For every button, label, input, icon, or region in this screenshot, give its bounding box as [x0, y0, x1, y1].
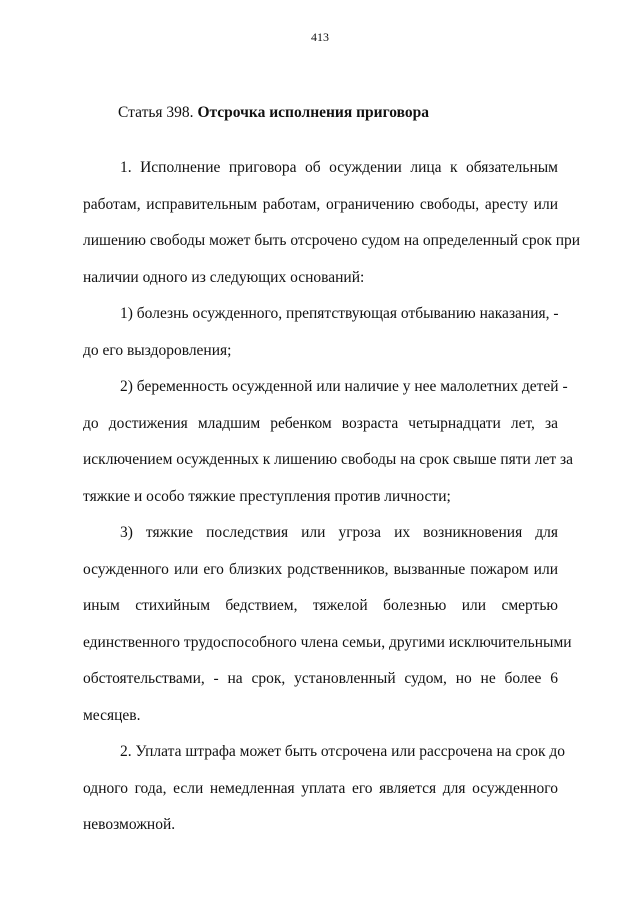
text-line — [83, 231, 581, 268]
article-title — [118, 103, 429, 123]
text-line — [83, 669, 558, 706]
text-line-content: до достижения младшим ребенком возраста четырнадцати лет, за — [83, 414, 558, 432]
text-line-content: 2) беременность осужденной или наличие у нее малолетних детей - — [120, 378, 568, 395]
text-line — [83, 779, 558, 816]
text-line — [83, 815, 558, 852]
text-line-content: обстоятельствами, - на срок, установленный судом, но не более 6 — [83, 670, 558, 687]
text-line — [83, 487, 558, 524]
text-line-content: 1) болезнь осужденного, препятствующая отбыванию наказания, - — [120, 305, 559, 322]
article-body — [83, 158, 581, 852]
text-line — [83, 560, 558, 597]
text-line-content: осужденного или его близких родственников, вызванные пожаром или — [83, 560, 558, 578]
page-number: 413 — [311, 30, 329, 44]
text-line — [83, 450, 573, 487]
text-line — [83, 523, 558, 560]
text-line — [83, 596, 558, 633]
text-line-content: одного года, если немедленная уплата его является для осужденного — [83, 779, 558, 797]
text-line-content: месяцев. — [83, 706, 141, 724]
article-name: Отсрочка исполнения приговора — [197, 104, 430, 121]
article-label: Статья 398. — [118, 104, 194, 121]
text-line — [83, 633, 572, 670]
text-line-content: 2. Уплата штрафа может быть отсрочена или рассрочена на срок до — [120, 743, 565, 760]
text-line-content: 1. Исполнение приговора об осуждении лица к обязательным — [120, 159, 558, 176]
text-line-content: иным стихийным бедствием, тяжелой болезнью или смертью — [83, 597, 558, 614]
text-line — [83, 341, 558, 378]
text-line — [83, 742, 565, 779]
text-line-content: тяжкие и особо тяжкие преступления против личности; — [83, 487, 451, 505]
text-line — [83, 706, 558, 743]
text-line-content: лишению свободы может быть отсрочено судом на определенный срок при — [83, 232, 581, 249]
text-line — [83, 304, 558, 341]
text-line-content: работам, исправительным работам, ограничению свободы, аресту или — [83, 195, 558, 213]
text-line-content: исключением осужденных к лишению свободы на срок свыше пяти лет за — [83, 451, 573, 468]
text-line — [83, 377, 568, 414]
text-line-content: единственного трудоспособного члена семьи, другими исключительными — [83, 633, 572, 651]
text-line — [83, 414, 558, 451]
text-line — [83, 195, 558, 232]
text-line-content: 3) тяжкие последствия или угроза их возникновения для — [120, 524, 558, 541]
text-line-content: наличии одного из следующих оснований: — [83, 268, 365, 286]
text-line — [83, 268, 558, 305]
text-line-content: невозможной. — [83, 816, 176, 833]
text-line — [83, 158, 558, 195]
text-line-content: до его выздоровления; — [83, 341, 232, 359]
